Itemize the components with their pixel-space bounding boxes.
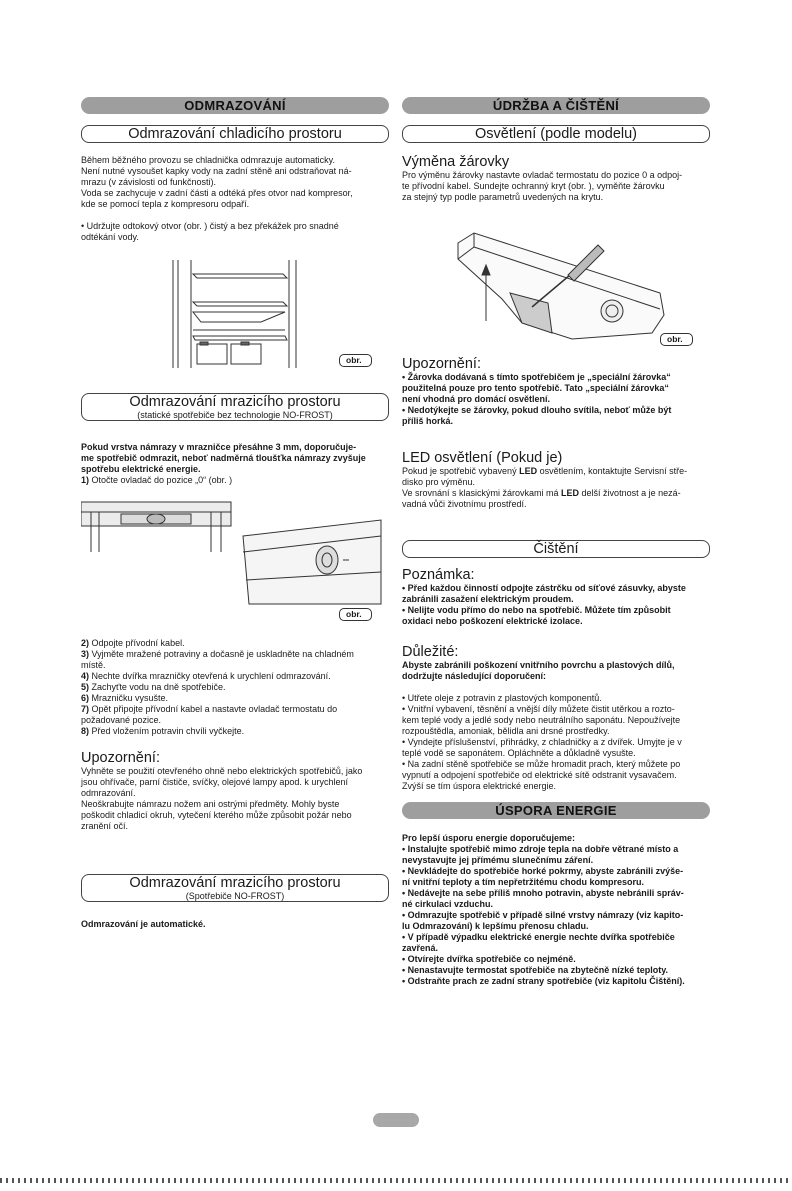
step-text: Mrazničku vysušte. <box>89 693 169 703</box>
energy-line: ní vnitřní teploty a tím nepřetržitému chodu kompresoru. <box>402 877 645 887</box>
bulb-replacement <box>402 155 710 203</box>
paragraph-line: • Udržujte odtokový otvor (obr. ) čistý a bez překážek pro snadné <box>81 221 339 231</box>
important-line: vypnutí a odpojení spotřebiče od elektrické sítě odstranit vysavačem. <box>402 770 677 780</box>
led-lighting <box>402 451 710 510</box>
bold-line: me spotřebič odmrazit, neboť nadměrná tloušťka námrazy zvyšuje <box>81 453 366 463</box>
note-line: zabránili zasažení elektrickým proudem. <box>402 594 574 604</box>
subsection-title-text: Odmrazování mrazicího prostoru <box>129 875 341 891</box>
figure-label: obr. <box>339 608 372 621</box>
step-text: Vyjměte mražené potraviny a dočasně je uskladněte na chladném <box>89 649 354 659</box>
important-heading: Důležité: <box>402 644 459 660</box>
warning-line: odmrazování. <box>81 788 136 798</box>
step-line <box>81 638 389 649</box>
step-text: Nechte dvířka mrazničky otevřená k urychlení odmrazování. <box>89 671 331 681</box>
bulb-heading: Výměna žárovky <box>402 154 510 170</box>
step-line <box>81 715 389 726</box>
important-bold-line: Abyste zabránili poškození vnitřního povrchu a plastových dílů, <box>402 660 675 670</box>
page-number-badge <box>373 1113 419 1127</box>
subsection-title-lighting: Osvětlení (podle modelu) <box>402 125 710 143</box>
step-number: 2) <box>81 638 90 648</box>
important-line: teplé vodě se saponátem. Opláchněte a důkladně vysušte. <box>402 748 636 758</box>
freezer-defrost-intro <box>81 442 389 486</box>
step-line <box>81 704 389 715</box>
warning-heading: Upozornění: <box>402 356 481 372</box>
nofrost-text: Odmrazování je automatické. <box>81 919 206 929</box>
right-column <box>402 97 710 987</box>
step-number: 7) <box>81 704 90 714</box>
energy-line: Pro lepší úsporu energie doporučujeme: <box>402 833 576 843</box>
energy-line: • V případě výpadku elektrické energie nechte dvířka spotřebiče <box>402 932 675 942</box>
step-text: požadované pozice. <box>81 715 162 725</box>
step-number: 8) <box>81 726 90 736</box>
subsection-title-freezer-defrost <box>81 393 389 421</box>
warning-line: • Nedotýkejte se žárovky, pokud dlouho svítila, neboť může být <box>402 405 672 415</box>
note-heading: Poznámka: <box>402 567 475 583</box>
warning-line: • Žárovka dodávaná s tímto spotřebičem je „speciální žárovka“ <box>402 372 671 382</box>
warning-line: příliš horká. <box>402 416 454 426</box>
warning-line: poškodit chladicí okruh, vytečení kterého může způsobit požár nebo <box>81 810 352 820</box>
thermostat-dial-illustration <box>81 500 389 625</box>
fridge-defrost-text <box>81 155 389 243</box>
step-number: 3) <box>81 649 90 659</box>
note-line: • Před každou činností odpojte zástrčku od síťové zásuvky, abyste <box>402 583 686 593</box>
subsection-note: (statické spotřebiče bez technologie NO-FROST) <box>137 410 333 420</box>
lamp-cover-figure <box>402 213 710 348</box>
warning-line: Neoškrabujte námrazu nožem ani ostrými předměty. Mohly byste <box>81 799 340 809</box>
subsection-title-nofrost-defrost <box>81 874 389 902</box>
figure-label: obr. <box>339 354 372 367</box>
paragraph-line: mrazu (v závislosti od funkčnosti). <box>81 177 217 187</box>
step-line <box>81 726 389 737</box>
lamp-cover-illustration <box>402 213 710 348</box>
left-column <box>81 97 389 930</box>
step-text: Otočte ovladač do pozice „0“ (obr. ) <box>89 475 233 485</box>
bottom-crop-rule <box>0 1178 792 1183</box>
paragraph-line: Během běžného provozu se chladnička odmrazuje automaticky. <box>81 155 335 165</box>
step-number: 4) <box>81 671 90 681</box>
important-bold-line: dodržujte následující doporučení: <box>402 671 547 681</box>
energy-saving-list <box>402 833 710 987</box>
bulb-warning <box>402 357 710 427</box>
step-line <box>81 649 389 660</box>
important-line: Zvýší se tím úspora elektrické energie. <box>402 781 557 791</box>
paragraph-line: kde se pomocí tepla z kompresoru odpaří. <box>81 199 250 209</box>
paragraph-line <box>402 488 710 499</box>
energy-line: lu Odmrazování) k lepšímu přenosu chladu. <box>402 921 589 931</box>
energy-line: • Nedávejte na sebe příliš mnoho potravin, abyste nebránili správ- <box>402 888 684 898</box>
section-header-defrosting: ODMRAZOVÁNÍ <box>81 97 389 114</box>
subsection-title-text: Odmrazování mrazicího prostoru <box>129 394 341 410</box>
text-span: osvětlením, kontaktujte Servisní stře- <box>537 466 688 476</box>
text-span: Ve srovnání s klasickými žárovkami má <box>402 488 562 498</box>
warning-line: zranění očí. <box>81 821 129 831</box>
energy-line: • Nevkládejte do spotřebiče horké pokrmy, abyste zabránili zvýše- <box>402 866 684 876</box>
text-span: delší životnost a je nezá- <box>579 488 681 498</box>
paragraph-line: vadná vůči životnímu prostředí. <box>402 499 527 509</box>
paragraph-line: disko pro výměnu. <box>402 477 476 487</box>
important-line: • Vyndejte příslušenství, přihrádky, z chladničky a z dvířek. Umyjte je v <box>402 737 682 747</box>
step-number: 6) <box>81 693 90 703</box>
led-heading: LED osvětlení (Pokud je) <box>402 450 563 466</box>
energy-line: né cirkulaci vzduchu. <box>402 899 494 909</box>
important-line: kem teplé vody a jedlé sody nebo neutrálního saponátu. Nepoužívejte <box>402 715 681 725</box>
freezer-warning <box>81 751 389 832</box>
step-text: Odpojte přívodní kabel. <box>89 638 185 648</box>
energy-line: • Odmrazujte spotřebič v případě silné vrstvy námrazy (viz kapito- <box>402 910 684 920</box>
paragraph-line: za stejný typ podle parametrů uvedených na krytu. <box>402 192 604 202</box>
figure-label: obr. <box>660 333 693 346</box>
note-line: oxidaci nebo poškození elektrické izolace. <box>402 616 583 626</box>
step-text: Před vložením potravin chvíli vyčkejte. <box>89 726 245 736</box>
energy-line: nevystavujte jej přímému slunečnímu záření. <box>402 855 594 865</box>
cleaning-note <box>402 568 710 627</box>
step-line <box>81 682 389 693</box>
note-line: • Nelijte vodu přímo do nebo na spotřebič. Můžete tím způsobit <box>402 605 671 615</box>
step-text: Zachyťte vodu na dně spotřebiče. <box>89 682 226 692</box>
paragraph-line: Není nutné vysoušet kapky vody na zadní stěně ani odstraňovat ná- <box>81 166 352 176</box>
energy-line: • Otvírejte dvířka spotřebiče co nejméně. <box>402 954 576 964</box>
warning-line: Vyhněte se použití otevřeného ohně nebo elektrických spotřebičů, jako <box>81 766 363 776</box>
energy-line: • Odstraňte prach ze zadní strany spotřebiče (viz kapitolu Čištění). <box>402 976 685 986</box>
paragraph-line: te přívodní kabel. Sundejte ochranný kryt (obr. ), vyměňte žárovku <box>402 181 665 191</box>
step-text: místě. <box>81 660 106 670</box>
bold-line: Pokud vrstva námrazy v mrazničce přesáhne 3 mm, doporučuje- <box>81 442 357 452</box>
step-line <box>81 660 389 671</box>
fridge-interior-figure <box>81 256 389 376</box>
subsection-title-fridge-defrost: Odmrazování chladicího prostoru <box>81 125 389 143</box>
cleaning-important <box>402 645 710 792</box>
step-line <box>81 671 389 682</box>
subsection-note: (Spotřebiče NO-FROST) <box>185 891 285 901</box>
energy-line: zavřená. <box>402 943 439 953</box>
thermostat-dial-figure <box>81 500 389 625</box>
freezer-defrost-steps <box>81 638 389 737</box>
step-number: 5) <box>81 682 90 692</box>
section-header-maintenance: ÚDRŽBA A ČIŠTĚNÍ <box>402 97 710 114</box>
step-text: Opět připojte přívodní kabel a nastavte ovladač termostatu do <box>89 704 338 714</box>
warning-line: není vhodná pro domácí osvětlení. <box>402 394 551 404</box>
bold-line: spotřebu elektrické energie. <box>81 464 201 474</box>
paragraph-line: Voda se zachycuje v zadní části a odtéká přes otvor nad kompresor, <box>81 188 353 198</box>
warning-line: použitelná pouze pro tento spotřebič. Tato „speciální žárovka“ <box>402 383 669 393</box>
step-line <box>81 475 389 486</box>
warning-heading: Upozornění: <box>81 750 160 766</box>
important-line: • Utřete oleje z potravin z plastových komponentů. <box>402 693 602 703</box>
text-span: Pokud je spotřebič vybavený <box>402 466 520 476</box>
important-line: • Vnitřní vybavení, těsnění a vnější díly můžete čistit utěrkou a rozto- <box>402 704 675 714</box>
text-span: LED <box>561 488 580 498</box>
paragraph-line: odtékání vody. <box>81 232 139 242</box>
warning-line: jsou ohřívače, parní čističe, svíčky, olejové lampy apod. k urychlení <box>81 777 348 787</box>
energy-line: • Nenastavujte termostat spotřebiče na zbytečně nízké teploty. <box>402 965 669 975</box>
important-line: • Na zadní stěně spotřebiče se může hromadit prach, který můžete po <box>402 759 681 769</box>
subsection-title-cleaning: Čištění <box>402 540 710 558</box>
paragraph-line: Pro výměnu žárovky nastavte ovladač termostatu do pozice 0 a odpoj- <box>402 170 683 180</box>
important-line: rozpouštědla, amoniak, bělidla ani drsné prostředky. <box>402 726 610 736</box>
paragraph-line <box>402 466 710 477</box>
section-header-energy-saving: ÚSPORA ENERGIE <box>402 802 710 819</box>
energy-line: • Instalujte spotřebič mimo zdroje tepla na dobře větrané místo a <box>402 844 679 854</box>
step-line <box>81 693 389 704</box>
step-number: 1) <box>81 475 90 485</box>
text-span: LED <box>519 466 538 476</box>
